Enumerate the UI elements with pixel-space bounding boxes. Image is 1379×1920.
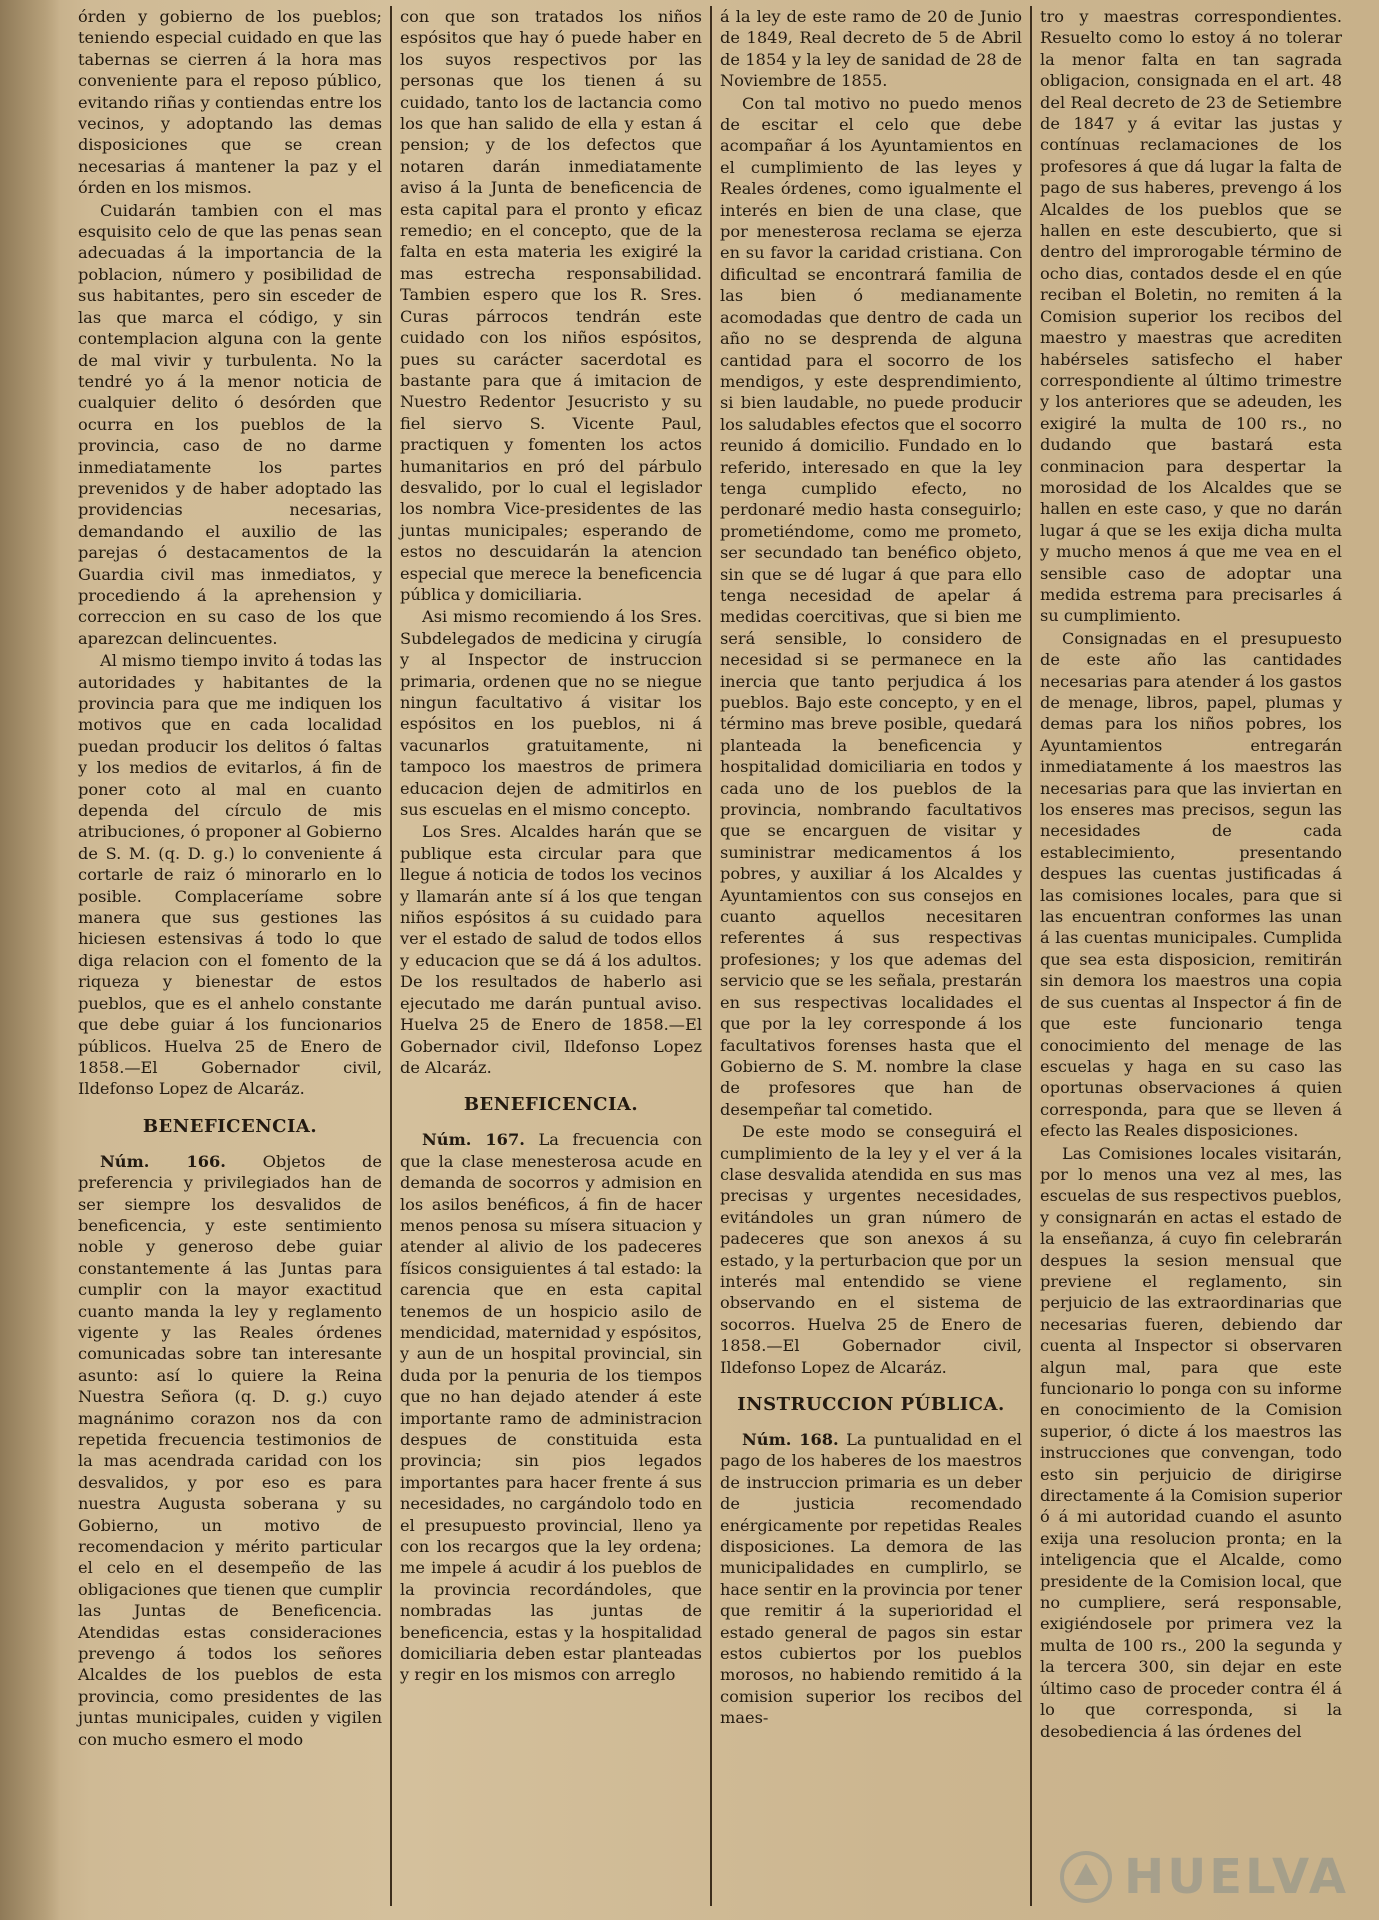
paragraph: Las Comisiones locales visitarán, por lo menos una vez al mes, las escuelas de sus respectivos pueblos, y consignarán en actas el estado de la enseñanza, á cuyo fin celebrarán despues la sesion mensual que previene el reglamento, sin perjuicio de las extraordinarias que necesarias fueren, debiendo dar cuenta al Inspector si observaren algun mal, para que este funcionario lo ponga con su informe en conocimiento de la Comision superior, ó dicte á los maestros las instrucciones que convengan, todo esto sin perjuicio de dirigirse directamente á la Comision superior ó á mi autoridad cuando el asunto exija una resolucion pronta; en la inteligencia que el Alcalde, como presidente de la Comision local, que no cumpliere, será responsable, exigiéndosele por primera vez la multa de 100 rs., 200 la segunda y la tercera 300, sin dejar en este último caso de proceder contra él á lo que corresponda, si la desobediencia á las órdenes del [1040,1143,1342,1741]
paragraph: Al mismo tiempo invito á todas las autoridades y habitantes de la provincia para que me indiquen los motivos que en cada localidad puedan producir los delitos ó faltas y los medios de evitarlos, á fin de poner coto al mal en cuanto dependa del círculo de mis atribuciones, ó proponer al Gobierno de S. M. (q. D. g.) lo conveniente á cortarle de raiz ó minorarlo en lo posible. Complaceríame sobre manera que sus gestiones las hiciesen estensivas á todo lo que diga relacion con el fomento de la riqueza y bienestar de estos pueblos, que es el anhelo constante que debe guiar á los funcionarios públicos. Huelva 25 de Enero de 1858.—El Gobernador civil, Ildefonso Lopez de Alcaráz. [78,651,382,1099]
article-number: Núm. 167. [422,1130,525,1150]
article-opening-paragraph [78,1151,382,1750]
paragraph: á la ley de este ramo de 20 de Junio de 1849, Real decreto de 5 de Abril de 1854 y la ley de sanidad de 28 de Noviembre de 1855. [720,7,1022,91]
article-number: Núm. 168. [742,1430,839,1449]
paragraph: Con tal motivo no puedo menos de escitar el celo que debe acompañar á los Ayuntamientos en el cumplimiento de las leyes y Reales órdenes, como igualmente el interés en bien de una clase, que por menesterosa reclama se ejerza en su favor la caridad cristiana. Con dificultad se encontrará familia de las bien ó medianamente acomodadas que dentro de cada un año no se desprenda de alguna cantidad para el socorro de los mendigos, y este desprendimiento, si bien laudable, no puede producir los saludables efectos que el socorro reunido á domicilio. Fundado en lo referido, interesado en que la ley tenga cumplido efecto, no perdonaré medio hasta conseguirlo; prometiéndome, como me prometo, ser secundado tan benéfico objeto, sin que se dé lugar á que para ello tenga necesidad de apelar á medidas coercitivas, que si bien me será sensible, lo considero de necesidad si se permanece en la inercia que tanto perjudica á los pueblos. Bajo este concepto, y en el término mas breve posible, quedará planteada la beneficencia y hospitalidad domiciliaria en todos y cada uno de los pueblos de la provincia, nombrando facultativos que se encarguen de visitar y suministrar medicamentos á los pobres, y auxiliar á los Alcaldes y Ayuntamientos con sus consejos en cuanto aquellos necesitaren referentes á sus respectivas profesiones; y los que ademas del servicio que se les señala, prestarán en sus respectivas localidades el que por la ley corresponde á los facultativos forenses hasta que el Gobierno de S. M. nombre la clase de profesores que han de desempeñar tal cometido. [720,93,1022,1119]
paragraph: tro y maestras correspondientes. Resuelto como lo estoy á no tolerar la menor falta en tan sagrada obligacion, consignada en el art. 48 del Real decreto de 23 de Setiembre de 1847 y á evitar las justas y contínuas reclamaciones de los profesores á que dá lugar la falta de pago de sus haberes, prevengo á los Alcaldes de los pueblos que se hallen en este descubierto, que si dentro del improrogable término de ocho dias, contados desde el en qúe reciban el Boletin, no remiten á la Comision superior los recibos del maestro y maestras que acrediten habérseles satisfecho el haber correspondiente al último trimestre y los anteriores que se adeuden, les exigiré la multa de 100 rs., no dudando que bastará esta conminacion para despertar la morosidad de los Alcaldes que se hallen en este caso, y que no darán lugar á que se les exija dicha multa y mucho menos á que me vea en el sensible caso de adoptar una medida estrema para precisarles á su cumplimiento. [1040,7,1342,626]
section-heading: BENEFICENCIA. [463,1094,639,1116]
archive-watermark [1049,1842,1349,1912]
paragraph-text: La puntualidad en el pago de los haberes de los maestros de instruccion primaria es un deber de justicia recomendado enérgicamente por repetidas Reales disposiciones. La demora de las municipalidades en cumplirlo, se hace sentir en la provincia por tener que remitir á la superioridad el estado general de pagos sin estar estos cubiertos por los pueblos morosos, no habiendo remitido á la comision superior los recibos del maes- [720,1430,1022,1728]
column-2 [390,6,710,1906]
column-1 [70,6,390,1906]
column-3 [710,6,1030,1906]
seal-icon [1058,1849,1114,1905]
article-opening-paragraph [400,1129,702,1686]
column-4 [1030,6,1350,1906]
binding-shadow [0,0,60,1920]
section-heading: INSTRUCCION PÚBLICA. [737,1394,1005,1415]
paragraph: Los Sres. Alcaldes harán que se publique esta circular para que llegue á noticia de todos los vecinos y llamarán ante sí á los que tengan niños espósitos á su cuidado para ver el estado de salud de todos ellos y educacion que se dá á los adultos. De los resultados de haberlo asi ejecutado me darán puntual aviso. Huelva 25 de Enero de 1858.—El Gobernador civil, Ildefonso Lopez de Alcaráz. [400,822,702,1077]
columns [70,6,1365,1906]
paragraph-text: Objetos de preferencia y privilegiados han de ser siempre los desvalidos de beneficencia, y este sentimiento noble y generoso debe guiar constantemente á las Juntas para cumplir con la mayor exactitud cuanto manda la ley y reglamento vigente y las Reales órdenes comunicadas sobre tan interesante asunto: así lo quiere la Reina Nuestra Señora (q. D. g.) cuyo magnánimo corazon nos da con repetida frecuencia testimonios de la mas acendrada caridad con los desvalidos, y por eso es para nuestra Augusta soberana y su Gobierno, un motivo de recomendacion y mérito particular el celo en el desempeño de las obligaciones que tienen que cumplir las Juntas de Beneficencia. Atendidas estas consideraciones prevengo á todos los señores Alcaldes de los pueblos de esta provincia, como presidentes de las juntas municipales, cuiden y vigilen con mucho esmero el modo [78,1151,382,1749]
paragraph-text: La frecuencia con que la clase menesterosa acude en demanda de socorros y admision en los asilos benéficos, á fin de hacer menos penosa su mísera situacion y atender al alivio de los padeceres físicos consiguientes á tal estado: la carencia que en esta capital tenemos de un hospicio asilo de mendicidad, maternidad y espósitos, y aun de un hospital provincial, sin duda por la penuria de los tiempos que no han dejado atender á este importante ramo de administracion despues de constituida esta provincia; sin pios legados importantes para hacer frente á sus necesidades, no cargándolo todo en el presupuesto provincial, lleno ya con los recargos que la ley ordena; me impele á acudir á los pueblos de la provincia recordándoles, que nombradas las juntas de beneficencia, estas y la hospitalidad domiciliaria deben estar planteadas y regir en los mismos con arreglo [400,1130,703,1685]
paragraph: Consignadas en el presupuesto de este año las cantidades necesarias para atender á los gastos de menage, libros, papel, plumas y demas para los niños pobres, los Ayuntamientos entregarán inmediatamente á los maestros las necesarias para que las inviertan en los enseres mas precisos, segun las necesidades de cada establecimiento, presentando despues las cuentas justificadas á las comisiones locales, para que si las encuentran conformes las unan á las cuentas municipales. Cumplida que sea esta disposicion, remitirán sin demora los maestros una copia de sus cuentas al Inspector á fin de que este funcionario tenga conocimiento del menage de las escuelas y haga en su caso las oportunas observaciones á quien corresponda, para que se lleven á efecto las Reales disposiciones. [1040,628,1342,1141]
paragraph: con que son tratados los niños espósitos que hay ó puede haber en los suyos respectivos por las personas que los tienen á su cuidado, tanto los de lactancia como los que han salido de ella y estan á pension; y de los defectos que notaren darán inmediatamente aviso á la Junta de beneficencia de esta capital para el pronto y eficaz remedio; en el concepto, que de la falta en esta materia les exigiré la mas estrecha responsabilidad. Tambien espero que los R. Sres. Curas párrocos tendrán este cuidado con los niños espósitos, pues su carácter sacerdotal es bastante para que á imitacion de Nuestro Redentor Jesucristo y su fiel siervo S. Vicente Paul, practiquen y fomenten los actos humanitarios en pró del párbulo desvalido, por lo cual el legislador los nombra Vice-presidentes de las juntas municipales; esperando de estos no descuidarán la atencion especial que merece la beneficencia pública y domiciliaria. [400,7,702,604]
section-heading: BENEFICENCIA. [142,1115,318,1137]
watermark-text: HUELVA [1124,1849,1349,1905]
article-number: Núm. 166. [100,1151,226,1171]
paragraph: Asi mismo recomiendo á los Sres. Subdelegados de medicina y cirugía y al Inspector de instruccion primaria, ordenen que no se niegue ningun facultativo á visitar los espósitos en los pueblos, ni á vacunarlos gratuitamente, ni tampoco los maestros de primera educacion dejen de admitirlos en sus escuelas en el mismo concepto. [400,607,702,820]
article-opening-paragraph [720,1429,1022,1729]
paragraph: Cuidarán tambien con el mas esquisito celo de que las penas sean adecuadas á la importancia de la poblacion, número y posibilidad de sus habitantes, pero sin esceder de las que marca el código, y sin contemplacion alguna con la gente de mal vivir y turbulenta. No la tendré yo á la menor noticia de cualquier delito ó desórden que ocurra en los pueblos de la provincia, caso de no darme inmediatamente los partes prevenidos y de haber adoptado las providencias necesarias, demandando el auxilio de las parejas ó destacamentos de la Guardia civil mas inmediatos, y procediendo á la aprehension y correccion en su caso de los que aparezcan delincuentes. [78,200,382,648]
paragraph: De este modo se conseguirá el cumplimiento de la ley y el ver á la clase desvalida atendida en sus mas precisas y urgentes necesidades, evitándoles un gran número de padeceres que son anexos á su estado, y la perturbacion que por un interés mal entendido se viene observando en el sistema de socorros. Huelva 25 de Enero de 1858.—El Gobernador civil, Ildefonso Lopez de Alcaráz. [720,1122,1022,1377]
paragraph: órden y gobierno de los pueblos; teniendo especial cuidado en que las tabernas se cierren á la hora mas conveniente para el reposo público, evitando riñas y contiendas entre los vecinos, y adoptando las demas disposiciones que se crean necesarias á mantener la paz y el órden en los mismos. [78,7,382,198]
